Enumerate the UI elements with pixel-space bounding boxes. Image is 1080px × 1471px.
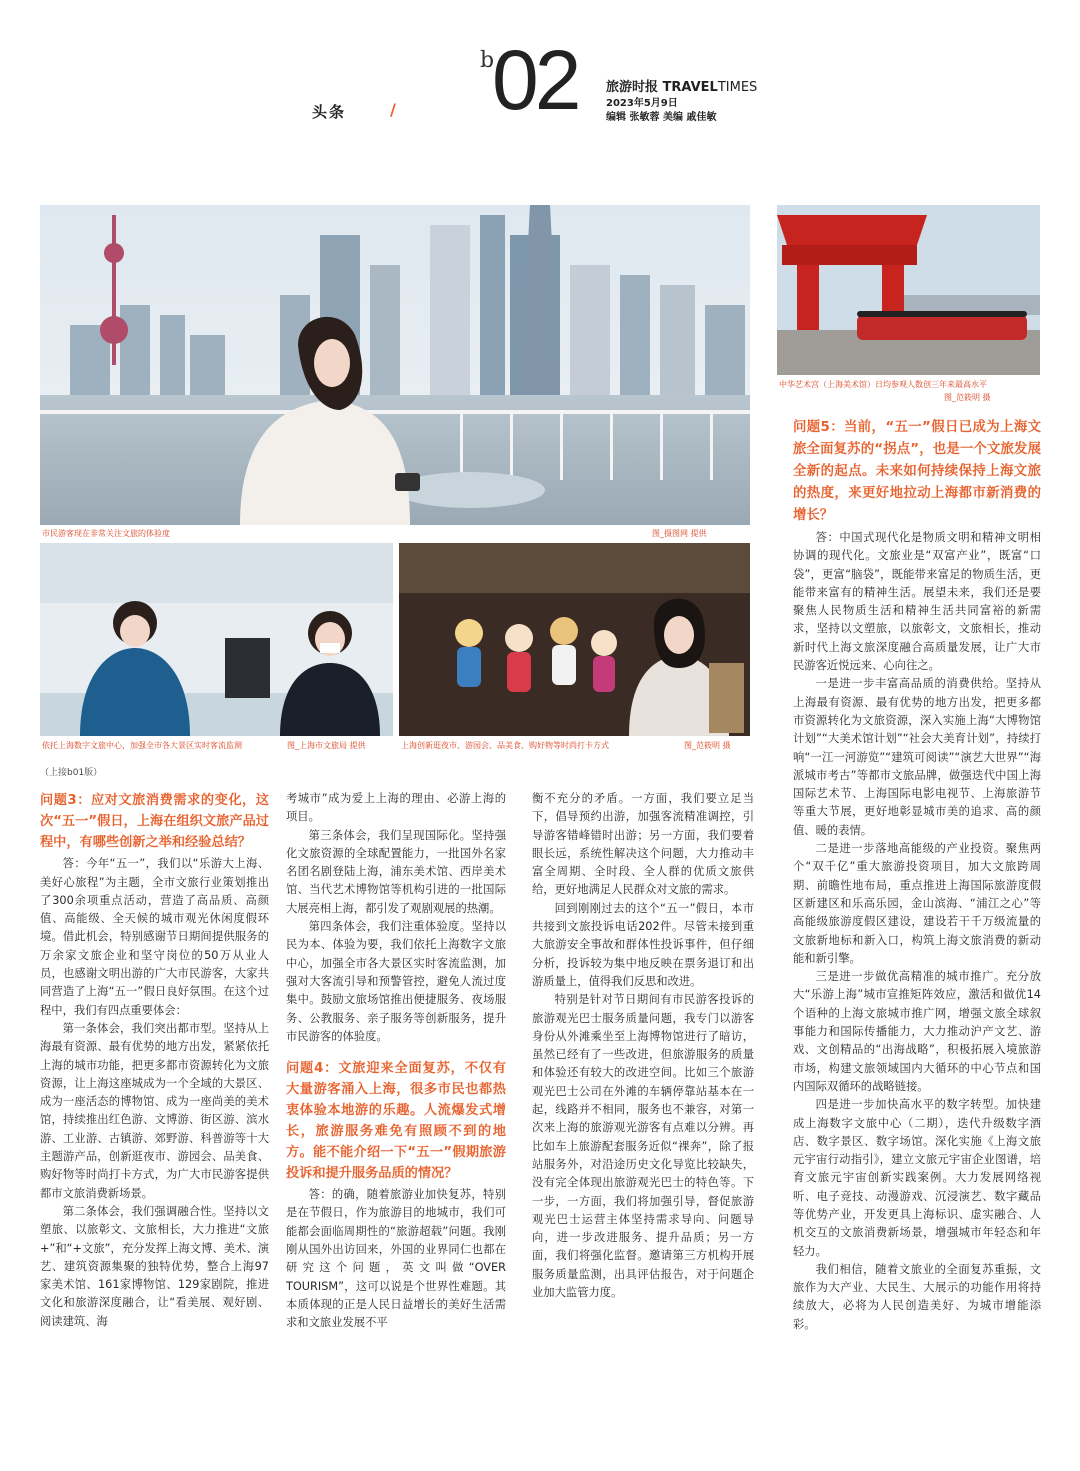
answer-3-paragraph-4: 考城市”成为爱上上海的理由、必游上海的项目。 — [286, 792, 506, 824]
right-photo-credit: 图_范筱明 摄 — [944, 393, 991, 402]
column-1 — [40, 764, 269, 1331]
main-photo-illustration — [40, 205, 750, 525]
answer-5-paragraph-4: 三是进一步做优高精准的城市推广。充分放大“乐游上海”城市宣推矩阵效应，激活和做优14个语种的上海文旅城市推广网，增强文旅全球叙事能力和国际传播能力，大力推动沪产文艺、游戏、文创精品的“出海战略”，积极拓展入境旅游市场，构建文旅领域国内大循环的中心节点和国内国际双循环的战略链接。 — [793, 970, 1041, 1093]
right-photo — [777, 205, 1040, 375]
answer-5-paragraph-5: 四是进一步加快高水平的数字转型。加快建成上海数字文旅中心（二期），迭代升级数字酒店、数字景区、数字场馆。深化实施《上海文旅元宇宙行动指引》，建立文旅元宇宙企业图谱，培育文旅元宇宙创新实践案例。大力发展网络视听、电子竞技、动漫游戏、沉浸演艺、数字藏品等优势产业，开发更具上海标识、虚实融合、人机交互的文旅消费新场景，增强城市年轻态和年轻力。 — [793, 1098, 1041, 1258]
main-photo-credit: 图_摄图网 提供 — [652, 529, 707, 538]
editor-credits: 编辑 张敏蓉 美编 戚佳敏 — [606, 112, 717, 123]
paper-name-cn: 旅游时报 — [606, 80, 659, 95]
continued-note: （上接b01版） — [40, 768, 103, 778]
column-2 — [286, 790, 506, 1333]
right-photo-caption: 中华艺术宫（上海美术馆）日均参观人数创三年来最高水平 — [779, 380, 987, 389]
answer-4-paragraph-1: 答：的确，随着旅游业加快复苏，特别是在节假日，作为旅游目的地城市，我们可能都会面临周期性的“旅游超载”问题。我刚刚从国外出访回来，外国的业界同仁也都在研究这个问题，英文叫做“OVER TOURISM”，这可以说是个世界性难题。其本质体现的正是人民日益增长的美好生活需求和文旅业发展不平 — [286, 1188, 506, 1330]
section-slash: / — [390, 100, 396, 119]
publication-date: 2023年5月9日 — [606, 98, 678, 109]
column-3 — [532, 790, 754, 1302]
question-3-heading: 问题3：应对文旅消费需求的变化，这次“五一”假日，上海在组织文旅产品过程中，有哪些创新之举和经验总结？ — [40, 793, 269, 851]
page-letter: b — [480, 48, 495, 73]
service-photo-caption: 依托上海数字文旅中心，加强全市各大景区实时客流监测 — [42, 741, 242, 750]
answer-5-paragraph-1: 答：中国式现代化是物质文明和精神文明相协调的现代化。文旅业是“双富产业”，既富“口袋”，更富“脑袋”，既能带来富足的物质生活，更能带来富有的精神生活。展望未来，我们还是要聚焦人民物质生活和精神生活共同富裕的新需求，坚持以文塑旅，以旅彰文，文旅相长，推动新时代上海文旅深度融合高质量发展，让广大市民游客近悦远来、心向往之。 — [793, 531, 1041, 673]
service-photo — [40, 543, 393, 736]
service-photo-illustration — [40, 543, 393, 736]
main-photo-caption: 市民游客现在非常关注文旅的体验度 — [42, 529, 170, 538]
service-photo-credit: 图_上海市文旅局 提供 — [287, 741, 366, 750]
answer-3-paragraph-5: 第三条体会，我们呈现国际化。坚持强化文旅资源的全球配置能力，一批国外名家名团名剧登陆上海，浦东美术馆、西岸美术馆、当代艺术博物馆等机构引进的一批国际大展亮相上海，都引发了观剧观展的热潮。 — [286, 828, 506, 915]
paper-name-en-bold: TRAVEL — [662, 80, 718, 95]
column-4 — [793, 417, 1041, 1334]
answer-5-paragraph-3: 二是进一步落地高能级的产业投资。聚焦两个“双千亿”重大旅游投资项目，加大文旅跨周期、前瞻性地布局，重点推进上海国际旅游度假区新建区和乐高乐园，金山滨海、“浦江之心”等高能级旅游度假区建设，建设若干千万级流量的文旅新地标和新入口，构筑上海文旅消费的新动能和新引擎。 — [793, 842, 1041, 965]
paper-name-en-light: TIMES — [717, 80, 758, 95]
answer-3-paragraph-3: 第二条体会，我们强调融合性。坚持以文塑旅、以旅彰文、文旅相长，大力推进“文旅+”和“+文旅”，充分发挥上海文博、美术、演艺、建筑资源集聚的独特优势，整合上海97家美术馆、161家博物馆、129家剧院，推进文化和旅游深度融合，让“看美展、观好剧、阅读建筑、海 — [40, 1204, 269, 1328]
night-market-photo-credit: 图_范筱明 摄 — [684, 741, 731, 750]
paper-name — [606, 76, 757, 95]
question-5-heading: 问题5：当前，“五一”假日已成为上海文旅全面复苏的“拐点”，也是一个文旅发展全新的起点。未来如何持续保持上海文旅的热度，来更好地拉动上海都市新消费的增长？ — [793, 420, 1041, 523]
main-photo — [40, 205, 750, 525]
right-photo-illustration — [777, 205, 1040, 375]
section-label: 头条 — [312, 103, 347, 121]
answer-4-paragraph-4: 特别是针对节日期间有市民游客投诉的旅游观光巴士服务质量问题，我专门以游客身份从外滩乘坐至上海博物馆进行了暗访，虽然已经有了一些改进，但旅游服务的质量和体验还有较大的改进空间。比如三个旅游观光巴士公司在外滩的车辆停靠站基本在一起，线路并不相同，服务也不兼容，对第一次来上海的旅游观光游客有点难以分辨。再比如车上旅游配套服务近似“裸奔”，除了报站服务外，对沿途历史文化导览比较缺失，没有完全体现出旅游观光巴士的特色等。下一步，一方面，我们将加强引导，督促旅游观光巴士运营主体坚持需求导向、问题导向，进一步改进服务、提升品质；另一方面，我们将强化监督。邀请第三方机构开展服务质量监测，出具评估报告，对于问题企业加大监管力度。 — [532, 993, 754, 1300]
answer-4-paragraph-3: 回到刚刚过去的这个“五一”假日，本市共接到文旅投诉电话202件。尽管未接到重大旅游安全事故和群体性投诉事件，但仔细分析，投诉较为集中地反映在票务退订和出游质量上，值得我们反思和改进。 — [532, 901, 754, 988]
answer-3-paragraph-2: 第一条体会，我们突出都市型。坚持从上海最有资源、最有优势的地方出发，紧紧依托上海的城市功能，把更多都市资源转化为文旅资源，让上海这座城成为一个全域的大景区、成为一座活态的博物馆、成为一座尚美的美术馆，持续推出红色游、文博游、街区游、滨水游、工业游、古镇游、郊野游、科普游等十大主题游产品，创新逛夜市、游园会、品美食、购好物等时尚打卡方式，为广大市民游客提供都市文旅消费新场景。 — [40, 1021, 269, 1200]
question-4-heading: 问题4：文旅迎来全面复苏，不仅有大量游客涌入上海，很多市民也都热衷体验本地游的乐趣。人流爆发式增长，旅游服务难免有照顾不到的地方。能不能介绍一下“五一”假期旅游投诉和提升服务品质的情况？ — [286, 1061, 506, 1182]
answer-3-paragraph-1: 答：今年“五一”，我们以“乐游大上海、美好心旅程”为主题，全市文旅行业策划推出了300余项重点活动，营造了高品质、高颜值、高能级、全天候的城市观光休闲度假环境。借此机会，特别感谢节日期间提供服务的万余家文旅企业和坚守岗位的50万从业人员，也感谢文明出游的广大市民游客，大家共同营造了上海“五一”假日良好氛围。在这个过程中，我们有四点重要体会： — [40, 857, 269, 1017]
page-number: 02 — [492, 33, 578, 127]
night-market-photo-caption: 上海创新逛夜市、游园会、品美食、购好物等时尚打卡方式 — [401, 741, 609, 750]
answer-3-paragraph-6: 第四条体会，我们注重体验度。坚持以民为本、体验为要，我们依托上海数字文旅中心，加强全市各大景区实时客流监测，加强对大客流引导和预警管控，避免人流过度集中。鼓励文旅场馆推出便捷服务、夜场服务、公教服务、亲子服务等创新服务，提升市民游客的体验度。 — [286, 920, 506, 1043]
answer-5-paragraph-6: 我们相信，随着文旅业的全面复苏重振，文旅作为大产业、大民生、大展示的功能作用将持续放大，必将为人民创造美好、为城市增能添彩。 — [793, 1262, 1041, 1331]
answer-5-paragraph-2: 一是进一步丰富高品质的消费供给。坚持从上海最有资源、最有优势的地方出发，把更多都市资源转化为文旅资源，深入实施上海“大博物馆计划”“大美术馆计划”“社会大美育计划”，持续打响“一江一河游览”“建筑可阅读”“演艺大世界”“海派城市考古”等都市文旅品牌，做强迭代中国上海国际艺术节、上海国际电影电视节、上海旅游节等重大节展，更好地彰显城市美的追求、高的颜值、暖的表情。 — [793, 677, 1041, 837]
answer-4-paragraph-2: 衡不充分的矛盾。一方面，我们要立足当下，倡导预约出游，加强客流精准调控，引导游客错峰错时出游；另一方面，我们要着眼长远，系统性解决这个问题，大力推动丰富全周期、全时段、全人群的优质文旅供给，更好地满足人民群众对文旅的需求。 — [532, 792, 754, 897]
night-market-photo — [399, 543, 750, 736]
night-market-photo-illustration — [399, 543, 750, 736]
